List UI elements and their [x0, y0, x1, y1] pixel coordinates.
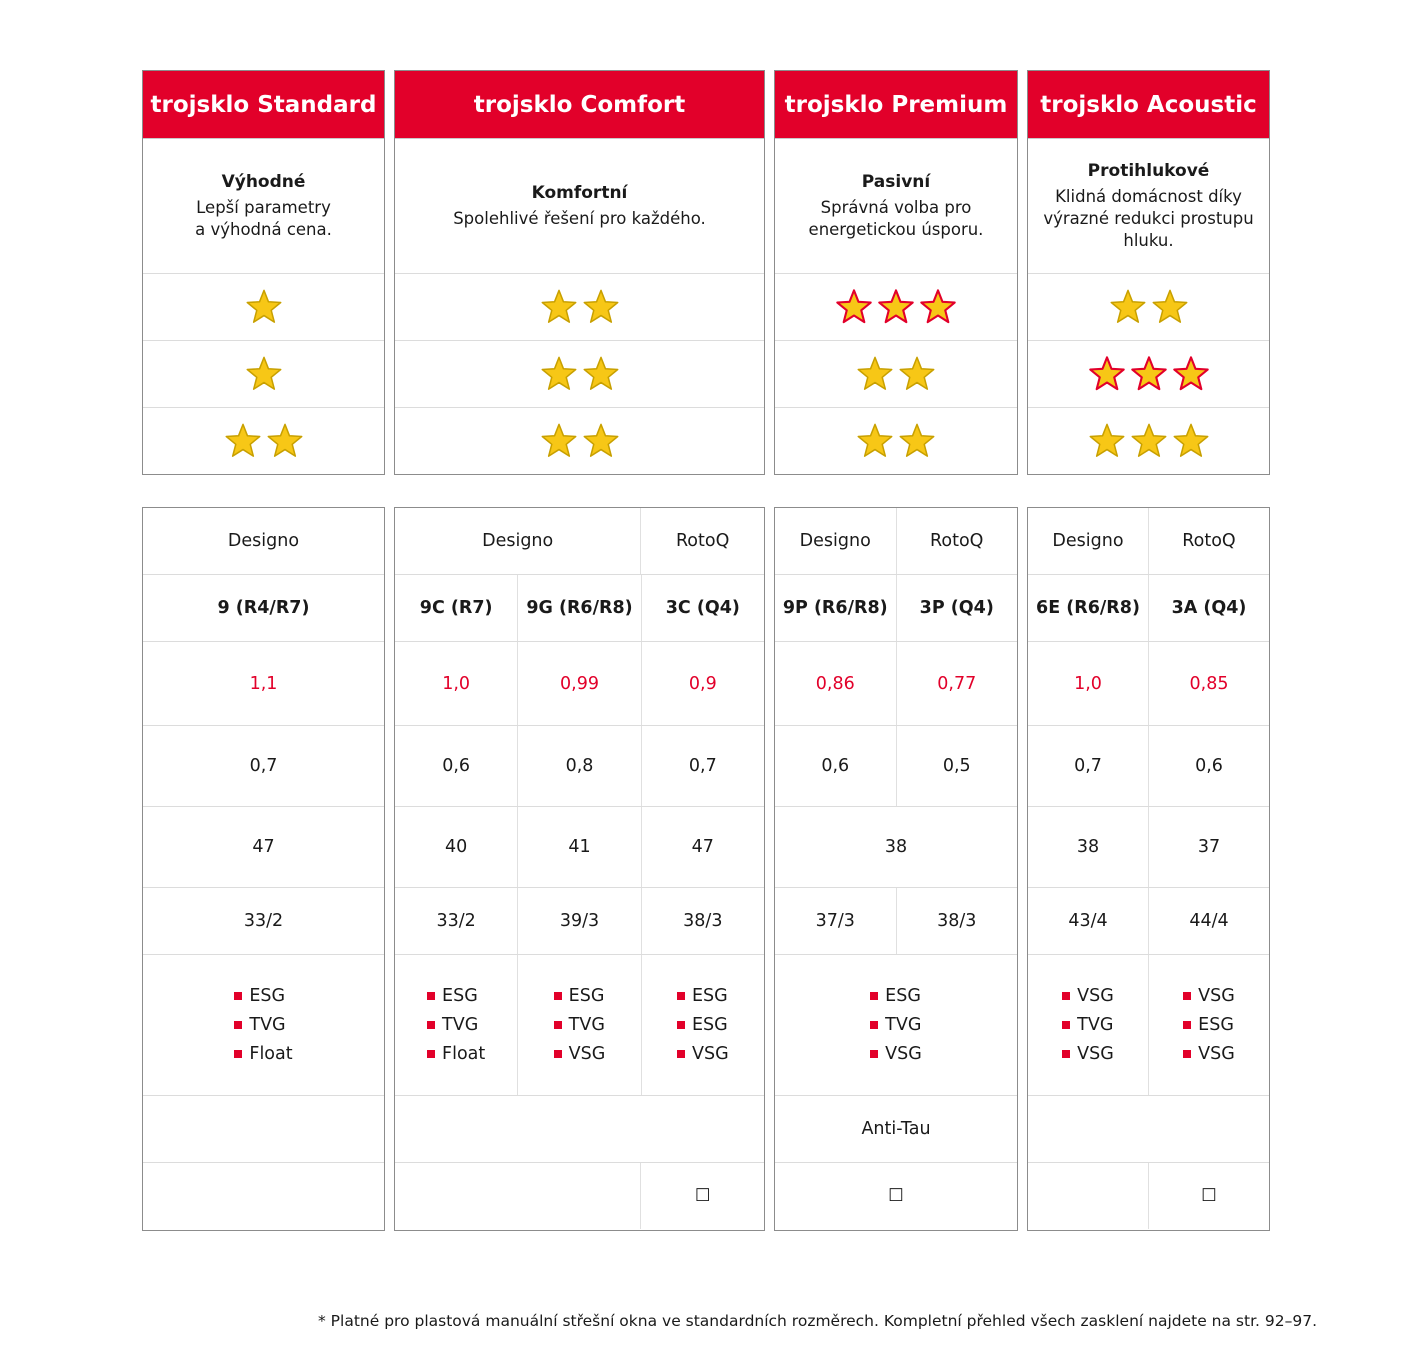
- card-comfort: [394, 70, 765, 475]
- spec-grid-comfort: [394, 507, 765, 1231]
- rw-value: 33/2: [436, 911, 476, 931]
- brand-label: RotoQ: [896, 508, 1018, 574]
- glass-item: VSG: [1077, 985, 1114, 1006]
- bullet-icon: [677, 992, 685, 1000]
- bullet-icon: [870, 1050, 878, 1058]
- glass-item: VSG: [692, 1043, 729, 1064]
- extra-empty: [395, 1096, 764, 1162]
- star-icon: [877, 288, 915, 326]
- star-icon: [582, 355, 620, 393]
- uw-value: 0,85: [1148, 642, 1269, 725]
- card-standard: [142, 70, 385, 475]
- glass-item: VSG: [1198, 985, 1235, 1006]
- uw-value: 1,0: [442, 673, 471, 694]
- brand-label: Designo: [227, 531, 300, 551]
- bullet-icon: [554, 1050, 562, 1058]
- glass-item: ESG: [885, 985, 921, 1006]
- bullet-icon: [234, 1050, 242, 1058]
- bullet-icon: [1183, 1021, 1191, 1029]
- db-value: 41: [517, 807, 640, 887]
- brand-label: RotoQ: [640, 508, 764, 574]
- rw-value: 37/3: [815, 911, 855, 931]
- star-icon: [1172, 355, 1210, 393]
- uw-value: 0,77: [896, 642, 1018, 725]
- star-icon: [1172, 422, 1210, 460]
- brand-label: Designo: [799, 531, 871, 551]
- g-value: 0,8: [517, 726, 640, 806]
- star-icon: [245, 288, 283, 326]
- check-empty: [1028, 1163, 1148, 1229]
- rw-value: 33/2: [243, 911, 284, 931]
- star-icon: [898, 422, 936, 460]
- g-value: 0,6: [821, 756, 850, 776]
- glass-item: TVG: [568, 1014, 605, 1035]
- star-icon: [1109, 288, 1147, 326]
- star-icon: [856, 422, 894, 460]
- bullet-icon: [1062, 1021, 1070, 1029]
- brand-label: RotoQ: [1148, 508, 1269, 574]
- glass-item: ESG: [249, 985, 286, 1006]
- glass-item: ESG: [692, 985, 728, 1006]
- rw-value: 43/4: [1068, 911, 1108, 931]
- star-icon: [919, 288, 957, 326]
- checkbox-icon: ☐: [888, 1186, 904, 1206]
- model-label: 3C (Q4): [641, 575, 764, 641]
- bullet-icon: [234, 1021, 242, 1029]
- brand-label: Designo: [482, 531, 554, 551]
- star-icon: [582, 422, 620, 460]
- bullet-icon: [427, 1050, 435, 1058]
- star-rating: [395, 408, 764, 474]
- star-icon: [1130, 355, 1168, 393]
- star-icon: [835, 288, 873, 326]
- star-icon: [245, 355, 283, 393]
- glass-item: TVG: [249, 1014, 286, 1035]
- glass-item: Float: [442, 1043, 486, 1064]
- brand-label: Designo: [1052, 531, 1124, 551]
- card-title: trojsklo Comfort: [395, 71, 764, 139]
- extra-empty: [1028, 1096, 1269, 1162]
- glass-item: ESG: [1198, 1014, 1234, 1035]
- star-rating: [775, 274, 1017, 341]
- card-description: [1028, 139, 1269, 274]
- rw-value: 38/3: [896, 888, 1018, 954]
- bullet-icon: [677, 1050, 685, 1058]
- card-subtitle: Výhodné: [221, 172, 306, 192]
- uw-value: 0,9: [641, 642, 764, 725]
- model-label: 9G (R6/R8): [517, 575, 640, 641]
- card-acoustic: [1027, 70, 1270, 475]
- star-rating: [395, 341, 764, 408]
- glass-item: VSG: [1198, 1043, 1235, 1064]
- star-rating: [775, 408, 1017, 474]
- checkbox-icon: ☐: [640, 1163, 764, 1229]
- star-rating: [1028, 341, 1269, 408]
- star-icon: [540, 422, 578, 460]
- db-value: 47: [641, 807, 764, 887]
- glass-list: [517, 955, 640, 1095]
- card-subtitle: Komfortní: [531, 183, 628, 203]
- db-value: 37: [1148, 807, 1269, 887]
- glass-item: ESG: [692, 1014, 728, 1035]
- check-empty: [395, 1163, 640, 1229]
- star-icon: [224, 422, 262, 460]
- bullet-icon: [870, 1021, 878, 1029]
- bullet-icon: [427, 992, 435, 1000]
- uw-value: 0,86: [815, 673, 855, 694]
- model-label: 9C (R7): [419, 598, 493, 618]
- star-icon: [856, 355, 894, 393]
- glass-item: TVG: [885, 1014, 922, 1035]
- extra-label: Anti-Tau: [861, 1119, 931, 1139]
- checkbox-icon: ☐: [1148, 1163, 1269, 1229]
- glass-list: [641, 955, 764, 1095]
- card-subtitle: Protihlukové: [1087, 161, 1210, 181]
- desc-line: Lepší parametry: [196, 198, 331, 217]
- glass-item: VSG: [1077, 1043, 1114, 1064]
- bullet-icon: [677, 1021, 685, 1029]
- bullet-icon: [427, 1021, 435, 1029]
- g-value: 0,7: [1074, 756, 1102, 776]
- desc-line: Spolehlivé řešení pro každého.: [453, 209, 706, 228]
- model-label: 3A (Q4): [1148, 575, 1269, 641]
- uw-value: 1,1: [249, 673, 278, 694]
- card-subtitle: Pasivní: [861, 172, 931, 192]
- spec-grid-standard: [142, 507, 385, 1231]
- model-label: 9P (R6/R8): [782, 598, 888, 618]
- uw-value: 0,99: [517, 642, 640, 725]
- model-label: 9 (R4/R7): [217, 598, 310, 618]
- bullet-icon: [1183, 1050, 1191, 1058]
- rw-value: 39/3: [517, 888, 640, 954]
- glass-item: TVG: [442, 1014, 479, 1035]
- card-title: trojsklo Standard: [143, 71, 384, 139]
- star-rating: [395, 274, 764, 341]
- card-description: [395, 139, 764, 274]
- star-icon: [1130, 422, 1168, 460]
- g-value: 0,6: [442, 756, 471, 776]
- star-rating: [775, 341, 1017, 408]
- star-rating: [143, 274, 384, 341]
- star-icon: [540, 288, 578, 326]
- rw-value: 38/3: [641, 888, 764, 954]
- desc-line: výrazné redukci prostupu: [1043, 209, 1254, 228]
- model-label: 6E (R6/R8): [1036, 598, 1140, 618]
- db-value: 38: [884, 837, 908, 857]
- db-value: 40: [445, 837, 468, 857]
- star-icon: [1151, 288, 1189, 326]
- check-empty: [143, 1163, 384, 1229]
- g-value: 0,7: [641, 726, 764, 806]
- desc-line: a výhodná cena.: [195, 220, 332, 239]
- spec-grid-premium: [774, 507, 1018, 1231]
- footnote: * Platné pro plastová manuální střešní okna ve standardních rozměrech. Kompletní přehled všech zasklení najdete na str. 92–97.: [318, 1312, 1318, 1330]
- bullet-icon: [1183, 992, 1191, 1000]
- glass-item: TVG: [1077, 1014, 1114, 1035]
- model-label: 3P (Q4): [896, 575, 1018, 641]
- star-icon: [1088, 422, 1126, 460]
- glass-item: ESG: [442, 985, 478, 1006]
- star-rating: [1028, 408, 1269, 474]
- glass-list: [143, 955, 384, 1095]
- bullet-icon: [1062, 992, 1070, 1000]
- bullet-icon: [870, 992, 878, 1000]
- star-rating: [143, 341, 384, 408]
- star-rating: [1028, 274, 1269, 341]
- desc-line: hluku.: [1123, 231, 1174, 250]
- star-icon: [898, 355, 936, 393]
- card-description: [143, 139, 384, 274]
- card-title: trojsklo Acoustic: [1028, 71, 1269, 139]
- glass-item: VSG: [568, 1043, 606, 1064]
- extra-empty: [143, 1096, 384, 1162]
- bullet-icon: [1062, 1050, 1070, 1058]
- desc-line: Klidná domácnost díky: [1055, 187, 1242, 206]
- db-value: 38: [1076, 837, 1100, 857]
- star-rating: [143, 408, 384, 474]
- card-premium: [774, 70, 1018, 475]
- g-value: 0,5: [896, 726, 1018, 806]
- glass-item: ESG: [568, 985, 605, 1006]
- g-value: 0,6: [1148, 726, 1269, 806]
- db-value: 47: [252, 837, 275, 857]
- glass-list: [1028, 955, 1148, 1095]
- card-title: trojsklo Premium: [775, 71, 1017, 139]
- glass-item: Float: [249, 1043, 293, 1064]
- star-icon: [540, 355, 578, 393]
- bullet-icon: [554, 1021, 562, 1029]
- rw-value: 44/4: [1148, 888, 1269, 954]
- bullet-icon: [554, 992, 562, 1000]
- bullet-icon: [234, 992, 242, 1000]
- desc-line: energetickou úsporu.: [808, 220, 984, 239]
- star-icon: [266, 422, 304, 460]
- spec-grid-acoustic: [1027, 507, 1270, 1231]
- glass-list: [395, 955, 517, 1095]
- glass-list: [775, 955, 1017, 1095]
- star-icon: [582, 288, 620, 326]
- glass-item: VSG: [885, 1043, 922, 1064]
- card-description: [775, 139, 1017, 274]
- uw-value: 1,0: [1074, 673, 1102, 694]
- glass-list: [1148, 955, 1269, 1095]
- desc-line: Správná volba pro: [820, 198, 972, 217]
- star-icon: [1088, 355, 1126, 393]
- g-value: 0,7: [249, 756, 278, 776]
